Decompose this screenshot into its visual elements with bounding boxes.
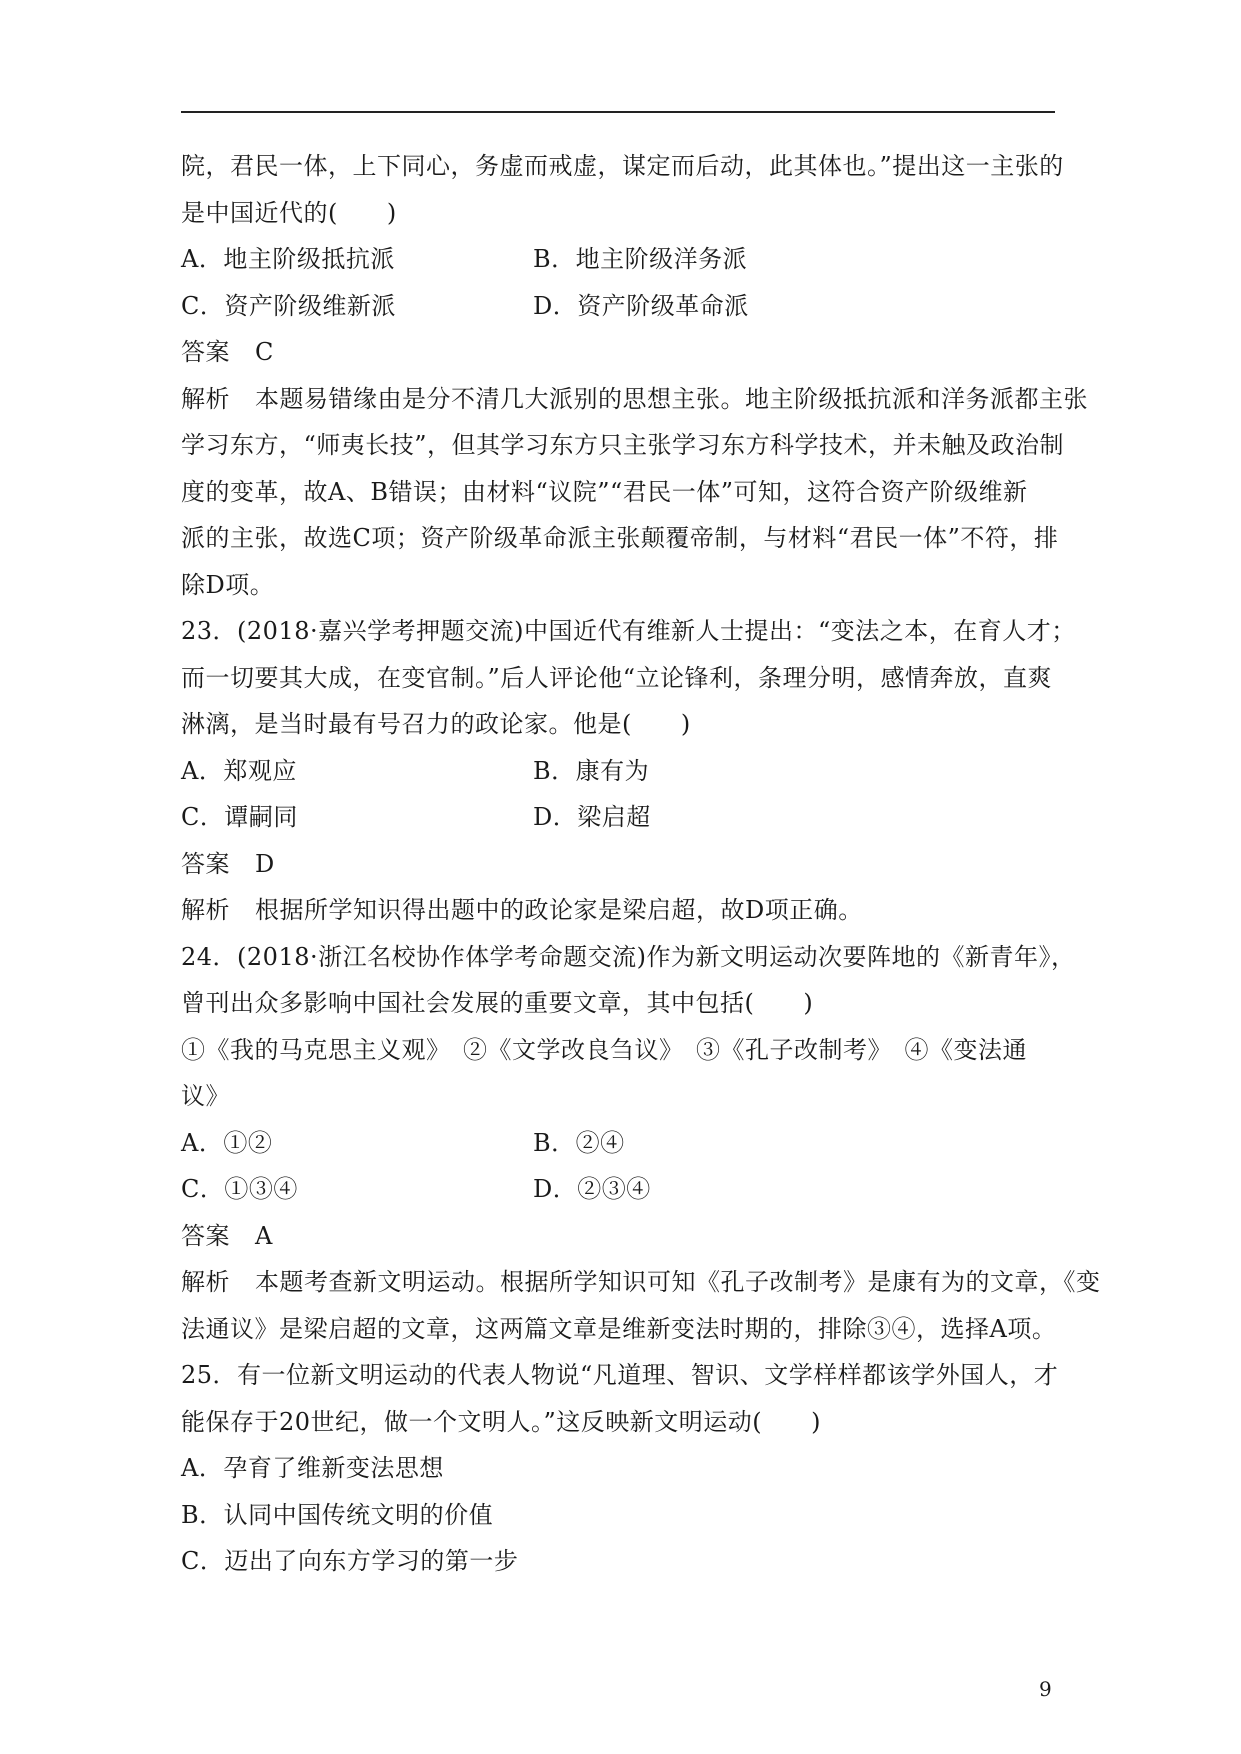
option-c: C．迈出了向东方学习的第一步	[181, 1547, 519, 1575]
answer-label: 答案	[181, 849, 230, 878]
question-22-analysis-line-5: 除D项。	[181, 570, 275, 599]
question-23-stem-line-1: 23．(2018·嘉兴学考押题交流)中国近代有维新人士提出：“变法之本，在育人才；	[181, 617, 1076, 645]
question-22-analysis-line-3: 度的变革，故A、B错误；由材料“议院”“君民一体”可知，这符合资产阶级维新	[181, 477, 1028, 506]
analysis-label: 解析	[181, 1268, 230, 1296]
question-22-answer	[181, 329, 1061, 376]
question-24-analysis-line-2: 法通议》是梁启超的文章，这两篇文章是维新变法时期的，排除③④，选择A项。	[181, 1314, 1057, 1343]
question-23-analysis-line-1	[181, 887, 1061, 934]
question-24-stem-line-2: 曾刊出众多影响中国社会发展的重要文章，其中包括( )	[181, 989, 814, 1017]
option-b: B．②④	[533, 1128, 625, 1157]
question-22-stem-line-2: 是中国近代的( )	[181, 198, 397, 227]
question-22-analysis-line-2: 学习东方，“师夷长技”，但其学习东方只主张学习东方科学技术，并未触及政治制	[181, 431, 1065, 459]
page-number: 9	[1039, 1677, 1052, 1701]
question-24-analysis-line-1	[181, 1259, 1101, 1306]
option-d: D．②③④	[533, 1175, 651, 1203]
header-rule	[181, 111, 1055, 113]
question-22-analysis-line-1	[181, 376, 1088, 423]
answer-value: A	[255, 1221, 273, 1250]
question-22-stem-line-1: 院，君民一体，上下同心，务虚而戒虚，谋定而后动，此其体也。”提出这一主张的	[181, 152, 1064, 180]
option-a: A．地主阶级抵抗派	[181, 245, 395, 273]
question-23-stem-line-2: 而一切要其大成，在变官制。”后人评论他“立论锋利，条理分明，感情奔放，直爽	[181, 663, 1053, 692]
question-25-stem-line-2: 能保存于20世纪，做一个文明人。”这反映新文明运动( )	[181, 1407, 822, 1436]
answer-value: C	[255, 338, 274, 366]
option-d: D．资产阶级革命派	[533, 291, 749, 320]
question-23-options-row-1	[181, 748, 1061, 795]
page-content	[181, 143, 1101, 1585]
option-d: D．梁启超	[533, 803, 651, 831]
analysis-text: 本题考查新文明运动。根据所学知识可知《孔子改制考》是康有为的文章，《变	[255, 1268, 1101, 1296]
question-23-answer	[181, 841, 1061, 888]
option-c: C．①③④	[181, 1175, 298, 1203]
question-22-options-row-1	[181, 236, 1061, 283]
option-b: B．认同中国传统文明的价值	[181, 1500, 494, 1529]
analysis-label: 解析	[181, 384, 230, 413]
question-25-stem-line-1: 25．有一位新文明运动的代表人物说“凡道理、智识、文学样样都该学外国人，才	[181, 1361, 1059, 1389]
option-a: A．郑观应	[181, 756, 297, 785]
question-24-options-row-1	[181, 1120, 1061, 1167]
question-22-options-row-2	[181, 283, 1061, 330]
question-22-analysis-line-4: 派的主张，故选C项；资产阶级革命派主张颠覆帝制，与材料“君民一体”不符，排	[181, 524, 1059, 552]
option-b: B．地主阶级洋务派	[533, 245, 748, 273]
option-c: C．资产阶级维新派	[181, 291, 396, 320]
option-c: C．谭嗣同	[181, 803, 298, 831]
question-24-answer	[181, 1213, 1061, 1260]
analysis-label: 解析	[181, 896, 230, 924]
question-24-stem-line-4: 议》	[181, 1082, 230, 1110]
answer-label: 答案	[181, 338, 230, 366]
analysis-text: 本题易错缘由是分不清几大派别的思想主张。地主阶级抵抗派和洋务派都主张	[255, 384, 1088, 413]
question-23-options-row-2	[181, 794, 1061, 841]
answer-label: 答案	[181, 1221, 230, 1250]
question-24-stem-line-1: 24．(2018·浙江名校协作体学考命题交流)作为新文明运动次要阵地的《新青年》，	[181, 942, 1076, 971]
option-a: A．孕育了维新变法思想	[181, 1454, 444, 1482]
question-24-stem-line-3: ①《我的马克思主义观》 ②《文学改良刍议》 ③《孔子改制考》 ④《变法通	[181, 1035, 1027, 1064]
option-a: A．①②	[181, 1128, 273, 1157]
option-b: B．康有为	[533, 756, 650, 785]
analysis-text: 根据所学知识得出题中的政论家是梁启超，故D项正确。	[255, 896, 863, 924]
question-24-options-row-2	[181, 1166, 1061, 1213]
question-23-stem-line-3: 淋漓，是当时最有号召力的政论家。他是( )	[181, 710, 691, 738]
answer-value: D	[255, 849, 275, 878]
